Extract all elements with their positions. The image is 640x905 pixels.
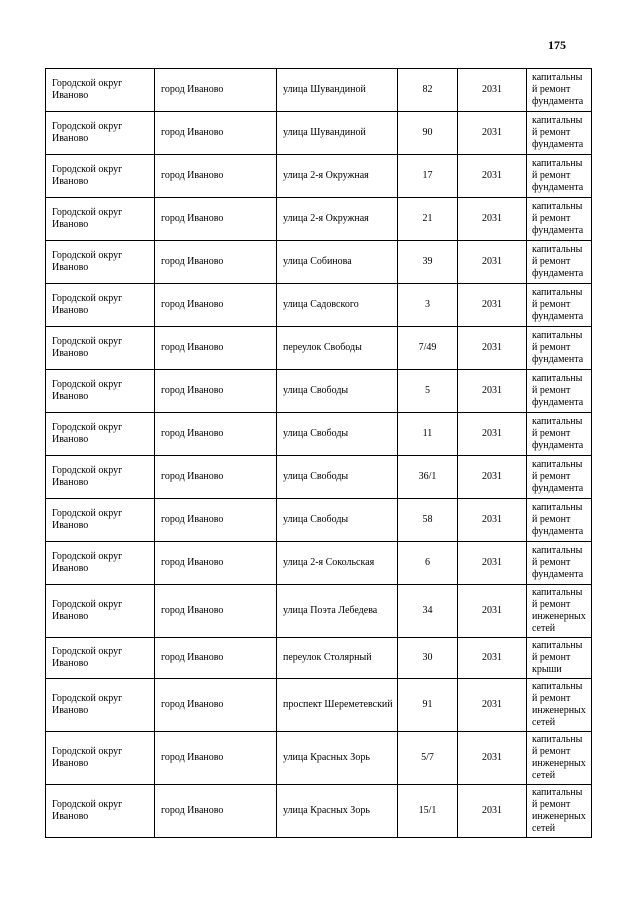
year-cell: 2031	[458, 413, 527, 456]
house-number-cell: 30	[398, 638, 458, 679]
year-cell: 2031	[458, 241, 527, 284]
repair-schedule-table	[45, 68, 592, 838]
street-cell: улица 2-я Окружная	[277, 155, 398, 198]
house-number-cell: 3	[398, 284, 458, 327]
district-cell: Городской округ Иваново	[46, 542, 155, 585]
street-cell: улица Поэта Лебедева	[277, 585, 398, 638]
city-cell: город Иваново	[155, 198, 277, 241]
street-cell: улица Красных Зорь	[277, 732, 398, 785]
table-row	[46, 327, 592, 370]
year-cell: 2031	[458, 585, 527, 638]
district-cell: Городской округ Иваново	[46, 499, 155, 542]
work-type-cell: капитальный ремонт инженерных сетей	[527, 585, 592, 638]
street-cell: переулок Столярный	[277, 638, 398, 679]
street-cell: улица Красных Зорь	[277, 785, 398, 838]
city-cell: город Иваново	[155, 456, 277, 499]
city-cell: город Иваново	[155, 542, 277, 585]
city-cell: город Иваново	[155, 679, 277, 732]
work-type-cell: капитальный ремонт крыши	[527, 638, 592, 679]
street-cell: улица Собинова	[277, 241, 398, 284]
district-cell: Городской округ Иваново	[46, 785, 155, 838]
year-cell: 2031	[458, 284, 527, 327]
street-cell: улица 2-я Сокольская	[277, 542, 398, 585]
city-cell: город Иваново	[155, 327, 277, 370]
house-number-cell: 90	[398, 112, 458, 155]
year-cell: 2031	[458, 785, 527, 838]
table-row	[46, 732, 592, 785]
district-cell: Городской округ Иваново	[46, 413, 155, 456]
house-number-cell: 82	[398, 69, 458, 112]
table-row	[46, 785, 592, 838]
house-number-cell: 36/1	[398, 456, 458, 499]
table-row	[46, 284, 592, 327]
street-cell: улица Шувандиной	[277, 69, 398, 112]
district-cell: Городской округ Иваново	[46, 198, 155, 241]
house-number-cell: 11	[398, 413, 458, 456]
work-type-cell: капитальный ремонт фундамента	[527, 327, 592, 370]
work-type-cell: капитальный ремонт фундамента	[527, 241, 592, 284]
table-row	[46, 241, 592, 284]
district-cell: Городской округ Иваново	[46, 69, 155, 112]
city-cell: город Иваново	[155, 112, 277, 155]
work-type-cell: капитальный ремонт инженерных сетей	[527, 785, 592, 838]
house-number-cell: 15/1	[398, 785, 458, 838]
street-cell: улица Садовского	[277, 284, 398, 327]
district-cell: Городской округ Иваново	[46, 241, 155, 284]
work-type-cell: капитальный ремонт фундамента	[527, 456, 592, 499]
work-type-cell: капитальный ремонт фундамента	[527, 413, 592, 456]
house-number-cell: 5	[398, 370, 458, 413]
district-cell: Городской округ Иваново	[46, 638, 155, 679]
table-row	[46, 155, 592, 198]
street-cell: улица Свободы	[277, 370, 398, 413]
street-cell: переулок Свободы	[277, 327, 398, 370]
table-row	[46, 638, 592, 679]
table-row	[46, 585, 592, 638]
year-cell: 2031	[458, 370, 527, 413]
street-cell: улица Свободы	[277, 413, 398, 456]
city-cell: город Иваново	[155, 69, 277, 112]
table-row	[46, 69, 592, 112]
year-cell: 2031	[458, 112, 527, 155]
table-row	[46, 370, 592, 413]
house-number-cell: 6	[398, 542, 458, 585]
year-cell: 2031	[458, 499, 527, 542]
table-row	[46, 456, 592, 499]
work-type-cell: капитальный ремонт фундамента	[527, 198, 592, 241]
street-cell: улица Свободы	[277, 456, 398, 499]
house-number-cell: 58	[398, 499, 458, 542]
house-number-cell: 17	[398, 155, 458, 198]
city-cell: город Иваново	[155, 785, 277, 838]
city-cell: город Иваново	[155, 284, 277, 327]
year-cell: 2031	[458, 69, 527, 112]
district-cell: Городской округ Иваново	[46, 112, 155, 155]
work-type-cell: капитальный ремонт инженерных сетей	[527, 679, 592, 732]
district-cell: Городской округ Иваново	[46, 585, 155, 638]
work-type-cell: капитальный ремонт инженерных сетей	[527, 732, 592, 785]
year-cell: 2031	[458, 542, 527, 585]
work-type-cell: капитальный ремонт фундамента	[527, 69, 592, 112]
year-cell: 2031	[458, 155, 527, 198]
district-cell: Городской округ Иваново	[46, 155, 155, 198]
year-cell: 2031	[458, 456, 527, 499]
city-cell: город Иваново	[155, 413, 277, 456]
page-number: 175	[548, 38, 566, 52]
work-type-cell: капитальный ремонт фундамента	[527, 542, 592, 585]
district-cell: Городской округ Иваново	[46, 732, 155, 785]
city-cell: город Иваново	[155, 732, 277, 785]
work-type-cell: капитальный ремонт фундамента	[527, 370, 592, 413]
table-row	[46, 679, 592, 732]
street-cell: проспект Шереметевский	[277, 679, 398, 732]
table-row	[46, 413, 592, 456]
work-type-cell: капитальный ремонт фундамента	[527, 499, 592, 542]
year-cell: 2031	[458, 732, 527, 785]
table-row	[46, 499, 592, 542]
city-cell: город Иваново	[155, 499, 277, 542]
table-body	[46, 69, 592, 838]
table-row	[46, 112, 592, 155]
house-number-cell: 5/7	[398, 732, 458, 785]
year-cell: 2031	[458, 679, 527, 732]
house-number-cell: 91	[398, 679, 458, 732]
table-row	[46, 542, 592, 585]
city-cell: город Иваново	[155, 638, 277, 679]
house-number-cell: 34	[398, 585, 458, 638]
street-cell: улица Шувандиной	[277, 112, 398, 155]
street-cell: улица Свободы	[277, 499, 398, 542]
street-cell: улица 2-я Окружная	[277, 198, 398, 241]
year-cell: 2031	[458, 198, 527, 241]
district-cell: Городской округ Иваново	[46, 327, 155, 370]
work-type-cell: капитальный ремонт фундамента	[527, 112, 592, 155]
district-cell: Городской округ Иваново	[46, 370, 155, 413]
district-cell: Городской округ Иваново	[46, 679, 155, 732]
year-cell: 2031	[458, 327, 527, 370]
work-type-cell: капитальный ремонт фундамента	[527, 284, 592, 327]
district-cell: Городской округ Иваново	[46, 456, 155, 499]
work-type-cell: капитальный ремонт фундамента	[527, 155, 592, 198]
city-cell: город Иваново	[155, 370, 277, 413]
house-number-cell: 7/49	[398, 327, 458, 370]
city-cell: город Иваново	[155, 585, 277, 638]
table-row	[46, 198, 592, 241]
year-cell: 2031	[458, 638, 527, 679]
city-cell: город Иваново	[155, 155, 277, 198]
district-cell: Городской округ Иваново	[46, 284, 155, 327]
city-cell: город Иваново	[155, 241, 277, 284]
house-number-cell: 21	[398, 198, 458, 241]
house-number-cell: 39	[398, 241, 458, 284]
